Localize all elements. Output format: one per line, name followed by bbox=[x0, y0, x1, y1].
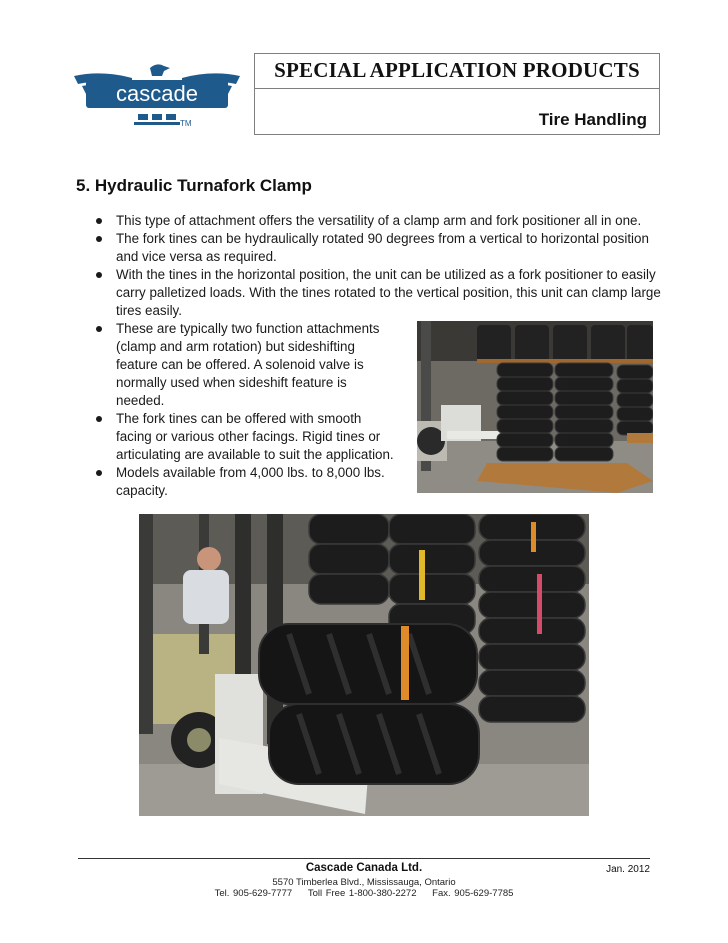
tire-clamp-photo bbox=[139, 514, 589, 816]
footer-fax: Fax. 905-629-7785 bbox=[432, 888, 514, 899]
bullet-icon bbox=[96, 326, 102, 332]
footer-date: Jan. 2012 bbox=[606, 864, 650, 875]
list-item: These are typically two function attachments (clamp and arm rotation) but sideshifting feature can be offered. A solenoid valve is normally used when sideshift feature is needed. bbox=[96, 320, 396, 410]
tire-pallet-photo bbox=[417, 321, 653, 493]
footer-company: Cascade Canada Ltd. bbox=[305, 862, 423, 874]
bullet-icon bbox=[96, 470, 102, 476]
logo-trademark: TM bbox=[180, 119, 192, 128]
logo-wordmark: cascade bbox=[116, 81, 198, 106]
footer-tel: Tel. 905-629-7777 bbox=[214, 888, 293, 899]
header-title: SPECIAL APPLICATION PRODUCTS bbox=[274, 58, 640, 82]
list-item: Models available from 4,000 lbs. to 8,000 lbs. capacity. bbox=[96, 464, 396, 500]
bullet-icon bbox=[96, 236, 102, 242]
header-divider bbox=[255, 88, 659, 89]
bullet-icon bbox=[96, 272, 102, 278]
list-item: This type of attachment offers the versatility of a clamp arm and fork positioner all in one. bbox=[96, 212, 666, 230]
header-box bbox=[254, 53, 660, 135]
bullet-icon bbox=[96, 416, 102, 422]
footer-tollfree: Toll Free 1-800-380-2272 bbox=[307, 888, 417, 899]
footer-divider bbox=[78, 858, 650, 859]
list-item: The fork tines can be hydraulically rotated 90 degrees from a vertical to horizontal position and vice versa as required. bbox=[96, 230, 666, 266]
cascade-logo bbox=[72, 62, 242, 132]
bullet-icon bbox=[96, 218, 102, 224]
footer-address: 5570 Timberlea Blvd., Mississauga, Ontario bbox=[272, 877, 456, 888]
header-subtitle: Tire Handling bbox=[538, 110, 647, 129]
section-title: 5. Hydraulic Turnafork Clamp bbox=[76, 176, 312, 195]
list-item: The fork tines can be offered with smooth facing or various other facings. Rigid tines or articulating are available to suit the application. bbox=[96, 410, 396, 464]
list-item: With the tines in the horizontal position, the unit can be utilized as a fork positioner to easily carry palletized loads. With the tines rotated to the vertical position, this unit can clamp large tires easily. bbox=[96, 266, 666, 320]
footer-contact bbox=[0, 888, 728, 899]
